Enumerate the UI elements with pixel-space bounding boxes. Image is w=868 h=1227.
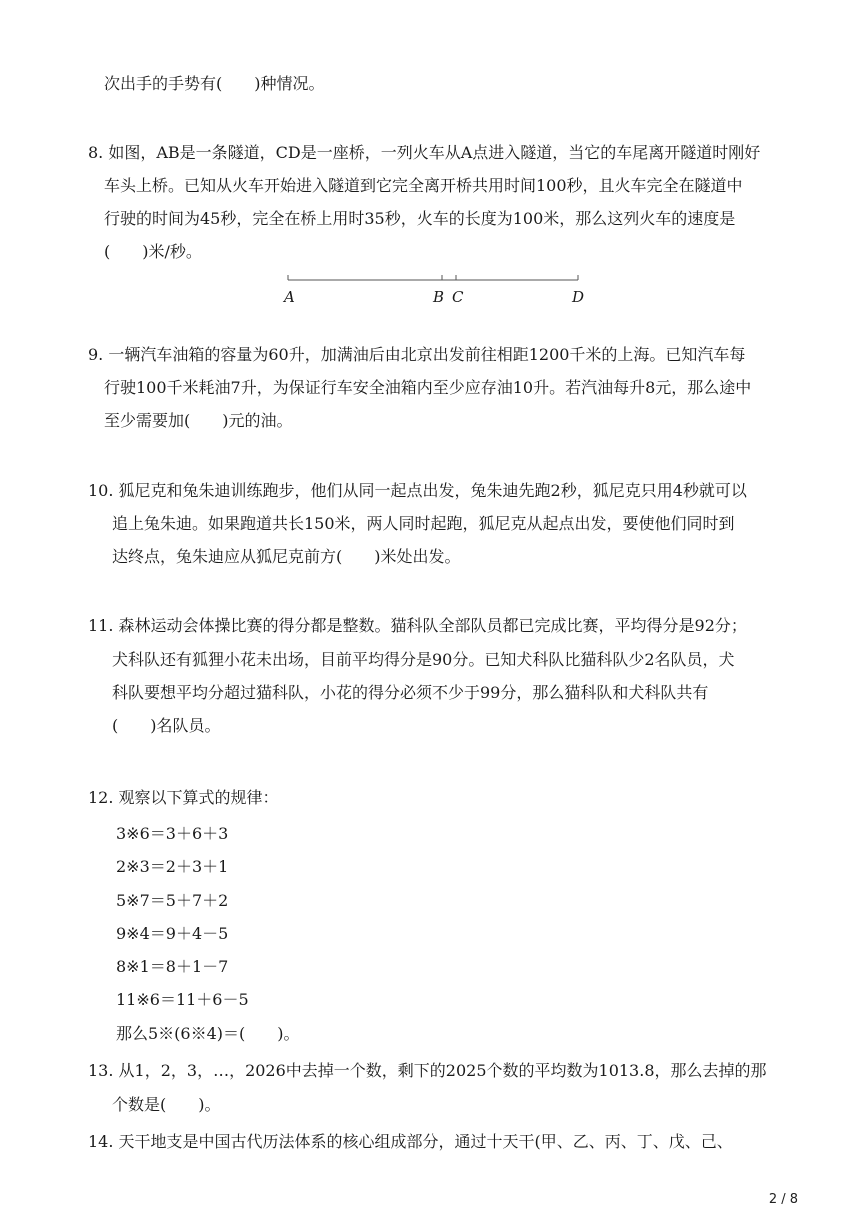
point-label-c: C: [452, 288, 464, 306]
formula-line: 9※4＝9＋4－5: [116, 924, 229, 943]
question-11-line: 科队要想平均分超过猫科队，小花的得分必须不少于99分，那么猫科队和犬科队共有: [112, 683, 709, 702]
formula-line: 5※7＝5＋7＋2: [116, 891, 229, 910]
formula-line: 11※6＝11＋6－5: [116, 990, 249, 1009]
question-13-line: 13. 从1，2，3，…，2026中去掉一个数，剩下的2025个数的平均数为1013.8，那么去掉的那: [88, 1061, 767, 1080]
question-12-line: 12. 观察以下算式的规律：: [88, 788, 279, 807]
question-11-line: ( )名队员。: [112, 716, 221, 735]
question-11-line: 11. 森林运动会体操比赛的得分都是整数。猫科队全部队员都已完成比赛，平均得分是92分；: [88, 616, 747, 635]
question-10-line: 10. 狐尼克和兔朱迪训练跑步，他们从同一起点出发，兔朱迪先跑2秒，狐尼克只用4秒就可以: [88, 481, 747, 500]
tunnel-bridge-diagram: [280, 268, 590, 314]
question-8-line: 行驶的时间为45秒，完全在桥上用时35秒，火车的长度为100米，那么这列火车的速度是: [104, 209, 736, 228]
question-9-line: 至少需要加( )元的油。: [104, 411, 293, 430]
question-8-line: ( )米/秒。: [104, 242, 202, 261]
question-14-line: 14. 天干地支是中国古代历法体系的核心组成部分，通过十天干(甲、乙、丙、丁、戊、己、: [88, 1132, 733, 1151]
formula-line: 2※3＝2＋3＋1: [116, 857, 229, 876]
question-10-line: 达终点，兔朱迪应从狐尼克前方( )米处出发。: [112, 547, 461, 566]
formula-line: 8※1＝8＋1－7: [116, 957, 229, 976]
text-line: 次出手的手势有( )种情况。: [104, 74, 325, 93]
question-9-line: 9. 一辆汽车油箱的容量为60升，加满油后由北京出发前往相距1200千米的上海。已知汽车每: [88, 345, 746, 364]
formula-question: 那么5※(6※4)＝( )。: [116, 1024, 300, 1043]
point-label-d: D: [572, 288, 585, 306]
segment-line: [280, 268, 590, 288]
point-label-a: A: [284, 288, 295, 306]
question-8-line: 8. 如图，AB是一条隧道，CD是一座桥，一列火车从A点进入隧道，当它的车尾离开隧道时刚好: [88, 143, 761, 162]
question-11-line: 犬科队还有狐狸小花未出场，目前平均得分是90分。已知犬科队比猫科队少2名队员，犬: [112, 650, 735, 669]
question-10-line: 追上兔朱迪。如果跑道共长150米，两人同时起跑，狐尼克从起点出发，要使他们同时到: [112, 514, 735, 533]
formula-line: 3※6＝3＋6＋3: [116, 824, 229, 843]
point-label-b: B: [433, 288, 445, 306]
question-9-line: 行驶100千米耗油7升，为保证行车安全油箱内至少应存油10升。若汽油每升8元，那么途中: [104, 378, 752, 397]
question-8-line: 车头上桥。已知从火车开始进入隧道到它完全离开桥共用时间100秒，且火车完全在隧道中: [104, 176, 743, 195]
question-13-line: 个数是( )。: [112, 1095, 221, 1114]
page-number: 2 / 8: [768, 1192, 798, 1207]
